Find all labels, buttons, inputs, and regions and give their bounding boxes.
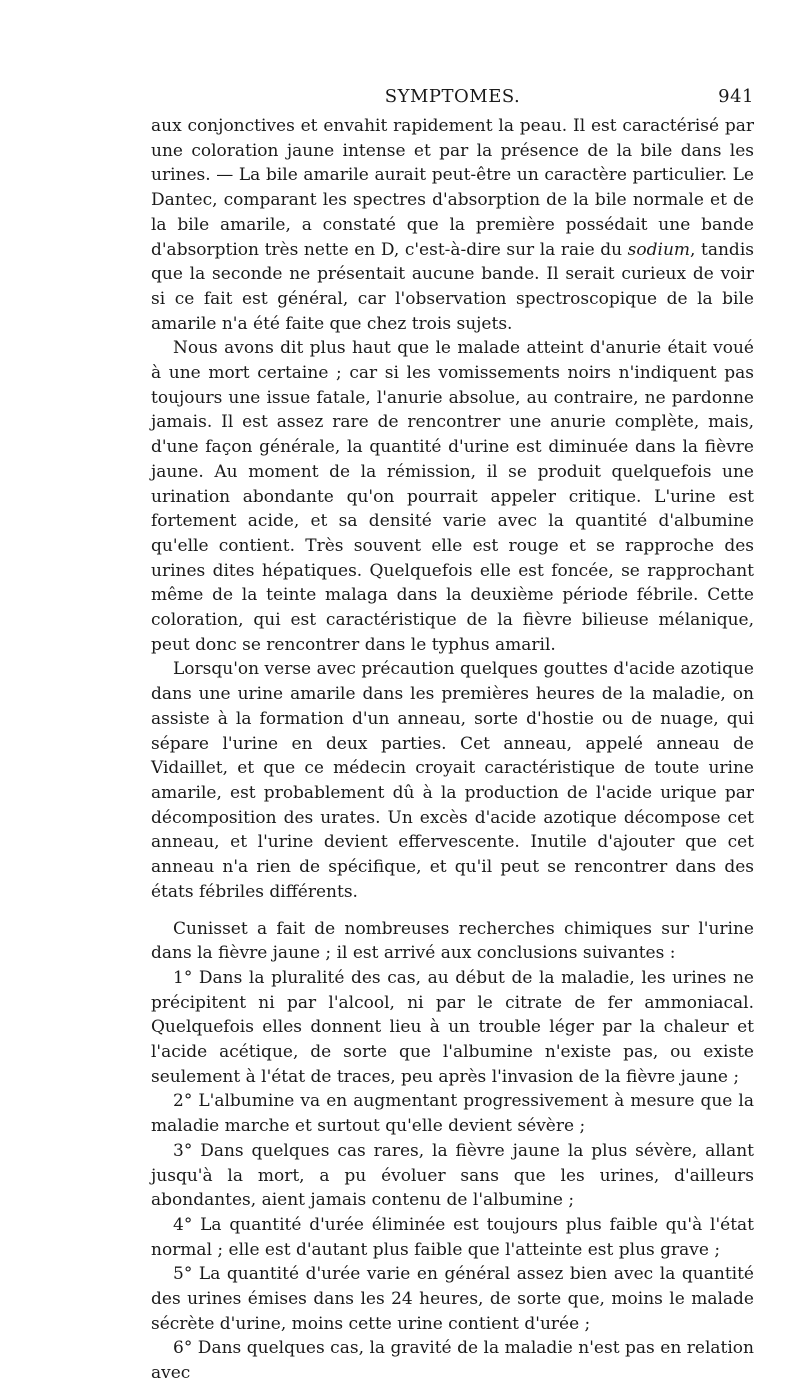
- paragraph-1-text-a: aux conjonctives et envahit rapidement la peau. Il est caractérisé par une coloration jaune intense et par la présence de la bile dans les urines. — La bile amarile aurait peut-être un caractère particulier. Le Dantec, comparant les spectres d'absorption de la bile normale et de la bile amarile, a constaté que la première possédait une bande d'absorption très nette en D, c'est-à-dire sur la raie du: [151, 116, 754, 260]
- page-body: [151, 114, 754, 1386]
- list-item-2: 2° L'albumine va en augmentant progressivement à mesure que la maladie marche et surtout qu'elle devient sévère ;: [151, 1091, 754, 1137]
- paragraph-3: Lorsqu'on verse avec précaution quelques gouttes d'acide azotique dans une urine amarile dans les premières heures de la maladie, on assiste à la formation d'un anneau, sorte d'hostie ou de nuage, qui sépare l'urine en deux parties. Cet anneau, appelé anneau de Vidaillet, et que ce médecin croyait caractéristique de toute urine amarile, est probablement dû à la production de l'acide urique par décomposition des urates. Un excès d'acide azotique décompose cet anneau, et l'urine devient effervescente. Inutile d'ajouter que cet anneau n'a rien de spécifique, et qu'il peut se rencontrer dans des états fébriles différents.: [151, 659, 754, 902]
- page-number: 941: [718, 86, 754, 107]
- paragraph-4: Cunisset a fait de nombreuses recherches chimiques sur l'urine dans la fièvre jaune ; il est arrivé aux conclusions suivantes :: [151, 918, 754, 964]
- list-item-5: 5° La quantité d'urée varie en général assez bien avec la quantité des urines émises dans les 24 heures, de sorte que, moins le malade sécrète d'urine, moins cette urine contient d'urée ;: [151, 1264, 754, 1334]
- list-item-4: 4° La quantité d'urée éliminée est toujours plus faible qu'à l'état normal ; elle est d'autant plus faible que l'atteinte est plus grave ;: [151, 1214, 754, 1260]
- list-item-1: 1° Dans la pluralité des cas, au début de la maladie, les urines ne précipitent ni par l'alcool, ni par le citrate de fer ammoniacal. Quelquefois elles donnent lieu à un trouble léger par la chaleur et l'acide acétique, de sorte que l'albumine n'existe pas, ou existe seulement à l'état de traces, peu après l'invasion de la fièvre jaune ;: [151, 967, 754, 1087]
- paragraph-1: [151, 114, 754, 336]
- paragraph-2: Nous avons dit plus haut que le malade atteint d'anurie était voué à une mort certaine ; car si les vomissements noirs n'indiquent pas toujours une issue fatale, l'anurie absolue, au contraire, ne pardonne jamais. Il est assez rare de rencontrer une anurie complète, mais, d'une façon générale, la quantité d'urine est diminuée dans la fièvre jaune. Au moment de la rémission, il se produit quelquefois une urination abondante qu'on pourrait appeler critique. L'urine est fortement acide, et sa densité varie avec la quantité d'albumine qu'elle contient. Très souvent elle est rouge et se rapproche des urines dites hépatiques. Quelquefois elle est foncée, se rapprochant même de la teinte malaga dans la deuxième période fébrile. Cette coloration, qui est caractéristique de la fièvre bilieuse mélanique, peut donc se rencontrer dans le typhus amaril.: [151, 338, 754, 655]
- running-header: [151, 86, 754, 110]
- list-item-3: 3° Dans quelques cas rares, la fièvre jaune la plus sévère, allant jusqu'à la mort, a pu évoluer sans que les urines, d'ailleurs abondantes, aient jamais contenu de l'albumine ;: [151, 1140, 754, 1211]
- paragraph-1-text-b: , tandis que la seconde ne présentait aucune bande. Il serait curieux de voir si ce fait est général, car l'observation spectroscopique de la bile amarile n'a été faite que chez trois sujets.: [151, 239, 754, 334]
- list-item-6: 6° Dans quelques cas, la gravité de la maladie n'est pas en relation avec: [151, 1338, 754, 1384]
- paragraph-1-emphasis: sodium: [627, 239, 691, 260]
- running-title: SYMPTOMES.: [384, 86, 521, 107]
